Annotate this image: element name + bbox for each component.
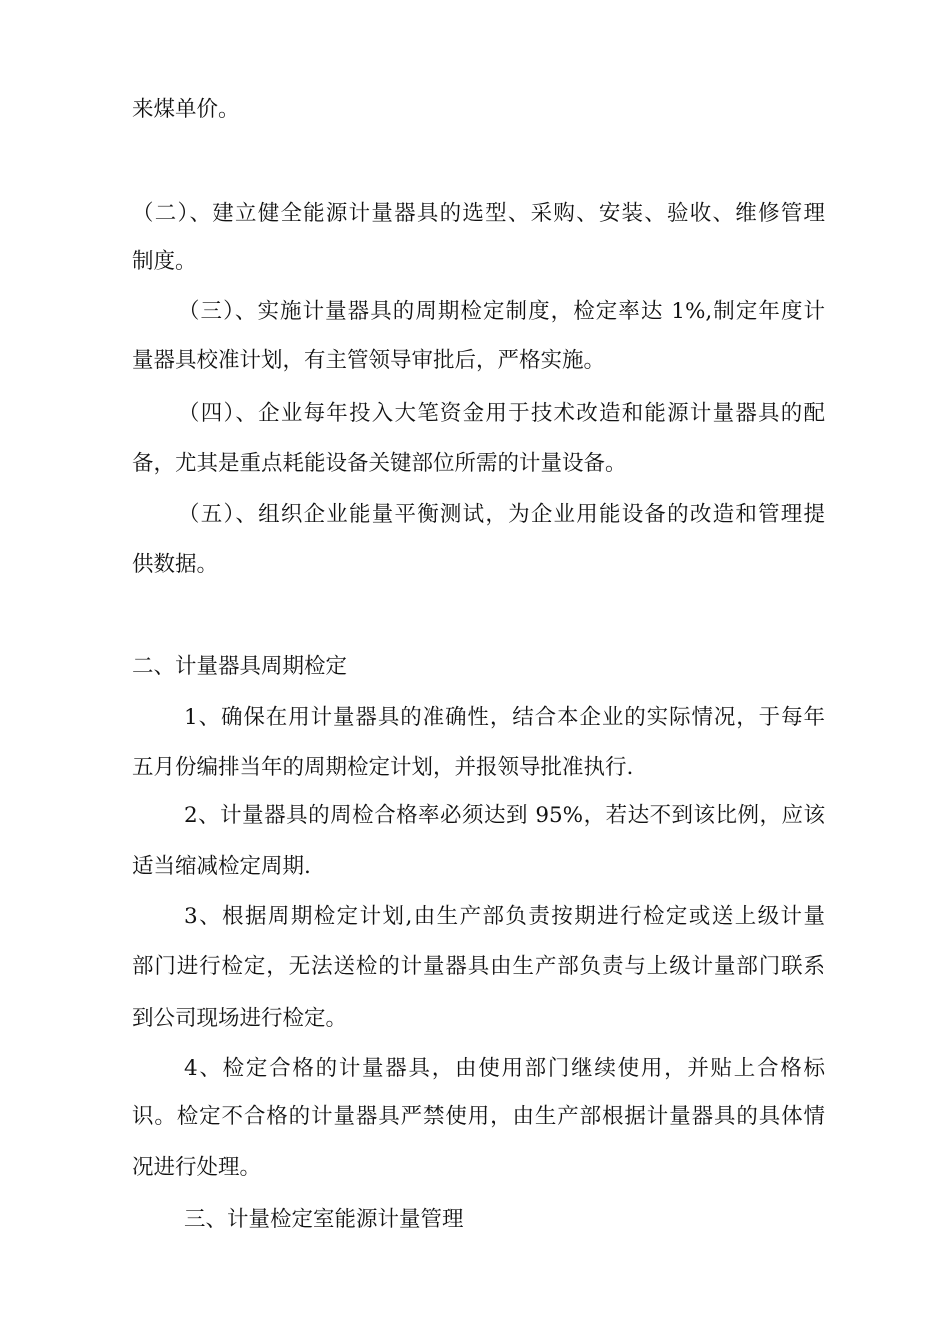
- text-line-item-3-cont: 量器具校准计划，有主管领导审批后，严格实施。: [132, 348, 606, 373]
- text-line-item-4: （四）、企业每年投入大笔资金用于技术改造和能源计量器具的配: [178, 401, 825, 426]
- text-line-item-3: （三）、实施计量器具的周期检定制度，检定率达 1%,制定年度计: [178, 299, 825, 324]
- text-line-point-3-cont: 部门进行检定，无法送检的计量器具由生产部负责与上级计量部门联系: [132, 954, 825, 979]
- text-line-point-1-cont: 五月份编排当年的周期检定计划，并报领导批准执行.: [132, 755, 634, 780]
- text-line-point-1: 1、确保在用计量器具的准确性，结合本企业的实际情况，于每年: [184, 705, 825, 730]
- text-line-point-3: 3、根据周期检定计划,由生产部负责按期进行检定或送上级计量: [184, 904, 825, 929]
- text-line-item-4-cont: 备，尤其是重点耗能设备关键部位所需的计量设备。: [132, 451, 627, 476]
- text-line-point-4-cont2: 况进行处理。: [132, 1155, 262, 1180]
- text-line-point-4-cont: 识。检定不合格的计量器具严禁使用，由生产部根据计量器具的具体情: [132, 1104, 825, 1129]
- text-line-point-3-cont2: 到公司现场进行检定。: [132, 1006, 348, 1031]
- text-line-item-2: （二）、建立健全能源计量器具的选型、采购、安装、验收、维修管理: [132, 201, 825, 226]
- text-line-point-4: 4、检定合格的计量器具，由使用部门继续使用，并贴上合格标: [184, 1056, 825, 1081]
- text-line-item-5-cont: 供数据。: [132, 552, 219, 577]
- text-line-item-5: （五）、组织企业能量平衡测试，为企业用能设备的改造和管理提: [178, 502, 825, 527]
- section-heading-3: 三、计量检定室能源计量管理: [184, 1207, 464, 1232]
- section-heading-2: 二、计量器具周期检定: [132, 654, 348, 679]
- text-line-point-2: 2、计量器具的周检合格率必须达到 95%，若达不到该比例，应该: [184, 803, 825, 828]
- text-line-point-2-cont: 适当缩减检定周期.: [132, 854, 311, 879]
- text-line-continuation: 来煤单价。: [132, 97, 240, 122]
- text-line-item-2-cont: 制度。: [132, 249, 197, 274]
